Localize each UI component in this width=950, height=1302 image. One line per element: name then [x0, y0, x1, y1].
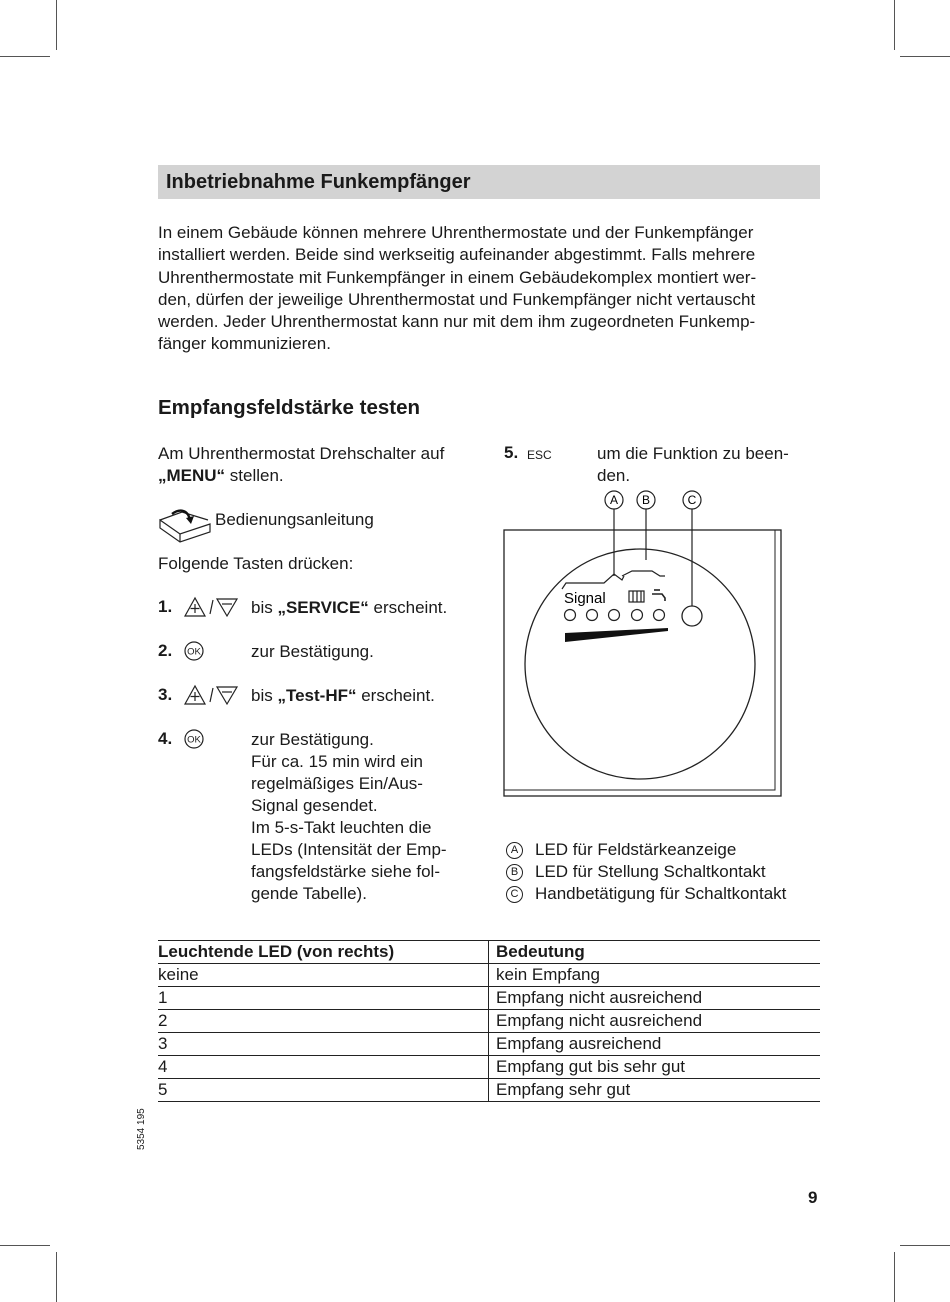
intro-line: den, dürfen der jeweilige Uhrenthermostat und Funkempfänger nicht vertauscht: [158, 289, 756, 309]
led-meaning-table: [158, 940, 820, 1102]
table-cell: 3: [158, 1033, 489, 1056]
callout-c: C: [687, 493, 697, 507]
step-text-post: erscheint.: [368, 598, 448, 617]
step-text: [251, 685, 435, 707]
manual-reference: Bedienungsanleitung: [215, 510, 374, 529]
table-cell: 5: [158, 1079, 489, 1102]
step-text-pre: bis: [251, 598, 278, 617]
step-line: Im 5-s-Takt leuchten die: [251, 818, 432, 837]
menu-label: „MENU“: [158, 466, 226, 485]
service-label: „SERVICE“: [277, 598, 369, 617]
step-line: regelmäßiges Ein/Aus-: [251, 774, 423, 793]
led-5: [654, 610, 665, 621]
table-row: [158, 1010, 820, 1033]
step-line: LEDs (Intensität der Emp-: [251, 840, 447, 859]
test-hf-label: „Test-HF“: [277, 686, 357, 705]
table-row: [158, 1033, 820, 1056]
intro-paragraph: [158, 222, 820, 356]
step-text-pre: bis: [251, 686, 278, 705]
led-3: [609, 610, 620, 621]
svg-text:OK: OK: [187, 646, 201, 658]
step-text: zur Bestätigung.: [251, 642, 374, 661]
step-line: gende Tabelle).: [251, 884, 367, 903]
step-line: um die Funktion zu been-: [597, 444, 789, 463]
intro-line: fänger kommunizieren.: [158, 334, 331, 354]
setup-instruction: [158, 443, 444, 487]
step-text-block: [597, 443, 789, 487]
led-4: [632, 610, 643, 621]
intro-line: werden. Jeder Uhrenthermostat kann nur mit dem ihm zugeordneten Funkemp-: [158, 312, 756, 332]
radiator-icon: [629, 591, 644, 602]
legend-item: [506, 839, 736, 861]
step-line: Signal gesendet.: [251, 796, 378, 815]
tap-icon: [652, 590, 665, 601]
table-cell: 1: [158, 987, 489, 1010]
legend-item: [506, 861, 766, 883]
led-1: [565, 610, 576, 621]
document-number: 5354 195: [136, 1108, 147, 1150]
esc-key-label: ESC: [527, 448, 552, 462]
plus-minus-key-icon: [184, 596, 240, 623]
crop-mark: [900, 56, 950, 57]
intro-line: In einem Gebäude können mehrere Uhrenthermostate und der Funkempfänger: [158, 223, 754, 242]
legend-text: Handbetätigung für Schaltkontakt: [535, 884, 787, 903]
crop-mark: [894, 1252, 895, 1302]
legend-key-b: B: [506, 864, 523, 881]
legend-key-a: A: [506, 842, 523, 859]
step-text-post: erscheint.: [356, 686, 435, 705]
signal-label: Signal: [564, 590, 606, 607]
table-cell: Empfang gut bis sehr gut: [489, 1056, 821, 1079]
legend-text: LED für Stellung Schaltkontakt: [535, 862, 766, 881]
step-text: [251, 597, 447, 619]
legend-key-c: C: [506, 886, 523, 903]
column-header: Leuchtende LED (von rechts): [158, 941, 489, 964]
crop-mark: [894, 0, 895, 50]
section-header: [158, 165, 820, 199]
crop-mark: [56, 0, 57, 50]
crop-mark: [900, 1245, 950, 1246]
plus-minus-key-icon: [184, 684, 240, 711]
led-2: [587, 610, 598, 621]
legend-item: [506, 883, 786, 905]
table-header-row: [158, 941, 820, 964]
table-cell: Empfang ausreichend: [489, 1033, 821, 1056]
intro-line: installiert werden. Beide sind werkseitig aufeinander abgestimmt. Falls mehrere: [158, 245, 756, 265]
svg-text:OK: OK: [187, 734, 201, 746]
column-header: Bedeutung: [489, 941, 821, 964]
subheading: Empfangsfeldstärke testen: [158, 396, 421, 419]
table-row: [158, 987, 820, 1010]
legend-text: LED für Feldstärkeanzeige: [535, 840, 737, 859]
crop-mark: [56, 1252, 57, 1302]
table-cell: 4: [158, 1056, 489, 1079]
step-number: 4.: [158, 729, 173, 748]
step-line: fangsfeldstärke siehe fol-: [251, 862, 440, 881]
step-number: 5.: [504, 443, 519, 462]
ok-key-icon: [184, 641, 206, 668]
intro-line: Uhrenthermostate mit Funkempfänger in einem Gebäudekomplex montiert wer-: [158, 267, 757, 287]
setup-line: Am Uhrenthermostat Drehschalter auf: [158, 444, 445, 463]
step-number: 2.: [158, 641, 173, 660]
book-icon: [158, 506, 214, 551]
crop-mark: [0, 1245, 50, 1246]
step-line: Für ca. 15 min wird ein: [251, 752, 423, 771]
led-row: [565, 610, 665, 621]
table-cell: Empfang nicht ausreichend: [489, 1010, 821, 1033]
table-row: [158, 964, 820, 987]
table-row: [158, 1056, 820, 1079]
table-cell: Empfang sehr gut: [489, 1079, 821, 1102]
table-cell: keine: [158, 964, 489, 987]
page-number: 9: [808, 1188, 818, 1207]
crop-mark: [0, 56, 50, 57]
keys-intro: Folgende Tasten drücken:: [158, 554, 354, 573]
step-line: zur Bestätigung.: [251, 730, 374, 749]
table-cell: kein Empfang: [489, 964, 821, 987]
section-title: Inbetriebnahme Funkempfänger: [166, 171, 471, 193]
table-cell: Empfang nicht ausreichend: [489, 987, 821, 1010]
step-number: 3.: [158, 685, 173, 704]
step-number: 1.: [158, 597, 173, 616]
step-line: den.: [597, 466, 631, 485]
receiver-device-illustration: [500, 488, 790, 809]
callout-a: A: [609, 493, 619, 507]
step-text-block: [251, 729, 447, 905]
signal-strength-wedge: [565, 628, 668, 642]
setup-rest: stellen.: [225, 466, 284, 485]
ok-key-icon: [184, 729, 206, 756]
table-cell: 2: [158, 1010, 489, 1033]
callout-b: B: [641, 493, 651, 507]
manual-switch-button: [682, 606, 702, 626]
table-row: [158, 1079, 820, 1102]
